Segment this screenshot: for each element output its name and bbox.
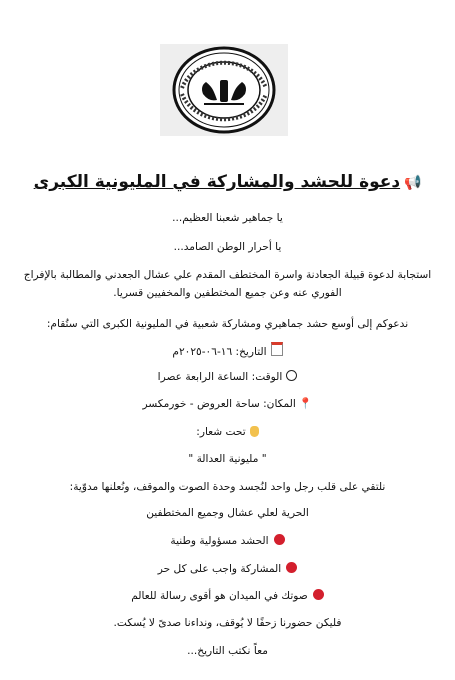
- slogan-line: " مليونية العدالة ": [188, 453, 267, 465]
- duty-line-3: [12, 588, 443, 604]
- seal-emblem-icon: [160, 44, 288, 136]
- final-line: معاً نكتب التاريخ...: [187, 645, 268, 657]
- closing-line: فليكن حضورنا زحفًا لا يُوقف، ونداءنا صدىً لا يُسكت.: [113, 617, 342, 629]
- page-title: [0, 172, 455, 192]
- hand-icon: [250, 426, 259, 437]
- megaphone-icon: 📢: [404, 175, 422, 191]
- red-circle-icon: [286, 562, 297, 573]
- place-text: المكان: ساحة العروض - خورمكسر: [142, 398, 296, 410]
- duty-line-1: [12, 533, 443, 549]
- red-circle-icon: [313, 589, 324, 600]
- red-circle-icon: [274, 534, 285, 545]
- slogan-label-line: [12, 424, 443, 440]
- duty-line-2: [12, 561, 443, 577]
- place-line: [12, 396, 443, 412]
- time-text: الوقت: الساعة الرابعة عصرا: [157, 371, 283, 383]
- logo-seal: [160, 44, 288, 136]
- pin-icon: 📍: [298, 397, 313, 410]
- date-line: [12, 342, 443, 360]
- duty-text-1: الحشد مسؤولية وطنية: [170, 535, 269, 547]
- slogan-label-text: تحت شعار:: [196, 426, 246, 438]
- invite-line: ندعوكم إلى أوسع حشد جماهيري ومشاركة شعبية في المليونية الكبرى التي ستُقام:: [46, 318, 409, 330]
- duty-text-3: صوتك في الميدان هو أقوى رسالة للعالم: [131, 590, 308, 602]
- title-text: دعوة للحشد والمشاركة في المليونية الكبرى: [33, 172, 401, 192]
- greeting-line-1: يا جماهير شعبنا العظيم...: [172, 212, 283, 224]
- freedom-line: الحرية لعلي عشال وجميع المختطفين: [146, 507, 309, 519]
- date-text: التاريخ: ١٦-٠٦-٢٠٢٥م: [172, 346, 267, 358]
- clock-icon: [286, 370, 297, 381]
- meet-line: نلتقي على قلب رجل واحد لنُجسد وحدة الصوت والموقف، ونُعلنها مدوّية:: [69, 481, 386, 493]
- duty-text-2: المشاركة واجب على كل حر: [157, 563, 282, 575]
- greeting-line-2: يا أحرار الوطن الصامد...: [173, 241, 282, 253]
- intro-paragraph: استجابة لدعوة قبيلة الجعادنة واسرة المختطف المقدم علي عشال الجعدني والمطالبة بالإفراج الفوري عنه وعن جميع المختطفين والمخفيين قسريا.: [23, 269, 432, 299]
- calendar-icon: [271, 342, 283, 356]
- time-line: [12, 369, 443, 385]
